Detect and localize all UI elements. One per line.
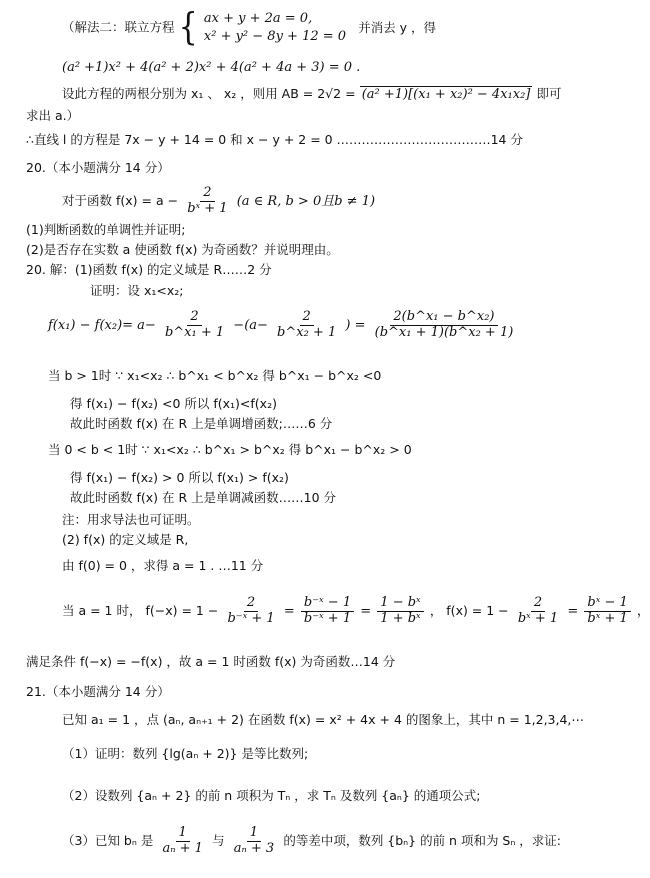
solution-start: 20. 解：(1)函数 f(x) 的定义域是 R……2 分 (26, 262, 272, 277)
line-roots: 设此方程的两根分别为 x₁ 、 x₂ ，则用 AB = 2√2 = (a² +1)[(x₁ + x₂)² − 4x₁x₂] 即可 (62, 86, 562, 102)
line-quadratic: (a² +1)x² + 4(a² + 2)x² + 4(a² + 4a + 3) = 0 . (62, 60, 361, 75)
problem-21-given: 已知 a₁ = 1 ，点 (aₙ, aₙ₊₁ + 2) 在函数 f(x) = x² + 4x + 4 的图象上，其中 n = 1,2,3,4,⋯ (62, 712, 584, 727)
brace: { (178, 5, 198, 50)
case-b-gt-1: 当 b > 1时 ∵ x₁<x₂ ∴ b^x₁ < b^x₂ 得 b^x₁ − b^x₂ <0 (48, 368, 382, 383)
question-2: (2)是否存在实数 a 使函数 f(x) 为奇函数？并说明理由。 (26, 242, 339, 257)
case1-result: 得 f(x₁) − f(x₂) <0 所以 f(x₁)<f(x₂) (70, 396, 277, 411)
problem-21-q2: （2）设数列 {aₙ + 2} 的前 n 项积为 Tₙ ，求 Tₙ 及数列 {aₙ} 的通项公式; (62, 788, 481, 803)
problem-20-title: 20.（本小题满分 14 分） (26, 160, 170, 175)
fraction: $\frac{2}{\text{bˣ + 1}}$ (187, 185, 228, 216)
line-solve-a: 求出 a.） (26, 108, 80, 123)
case2-result: 得 f(x₁) − f(x₂) > 0 所以 f(x₁) > f(x₂) (70, 470, 289, 485)
part2-domain: (2) f(x) 的定义域是 R, (62, 532, 189, 547)
odd-conclusion: 满足条件 f(−x) = −f(x) ，故 a = 1 时函数 f(x) 为奇函数…14 分 (26, 654, 396, 669)
line-function-def: 对于函数 f(x) = a − $\frac{2}{\text{bˣ + 1}}$ (a ∈ R, b > 0且b ≠ 1) (62, 185, 376, 216)
problem-21-title: 21.（本小题满分 14 分） (26, 684, 170, 699)
case2-conclusion: 故此时函数 f(x) 在 R 上是单调减函数……10 分 (70, 490, 337, 505)
text: （解法二：联立方程 (62, 19, 175, 35)
proof-setup: 证明：设 x₁<x₂; (90, 283, 184, 298)
equation-system: ax + y + 2a = 0, x² + y² − 8y + 12 = 0 (203, 11, 347, 45)
part2-solve: 由 f(0) = 0 ，求得 a = 1 . …11 分 (62, 558, 264, 573)
question-1: (1)判断函数的单调性并证明; (26, 222, 186, 237)
problem-21-q3: （3）已知 bₙ 是 $\frac{1}{\text{aₙ + 1}}$ 与 $\frac{1}{\text{aₙ + 3}}$ 的等差中项，数列 {bₙ} 的前 n 项和为 Sₙ ，求证: (62, 825, 562, 856)
case-b-lt-1: 当 0 < b < 1时 ∵ x₁<x₂ ∴ b^x₁ > b^x₂ 得 b^x₁ − b^x₂ > 0 (48, 442, 412, 457)
case1-conclusion: 故此时函数 f(x) 在 R 上是单调增函数;……6 分 (70, 416, 333, 431)
odd-check: 当 a = 1 时， f(−x) = 1 − $\frac{2}{\text{b⁻ˣ + 1}}$ = $\frac{\text{b⁻ˣ − 1}}{\text{b⁻ˣ + 1}}$ = $\frac{\text{1 − bˣ}}{\text{1 + bˣ}}$ ， f(x) = 1 − $\frac{2}{\text{bˣ + 1}}$ = $\frac{\text{bˣ − 1}}{\text{bˣ + 1}}$ ， (62, 595, 650, 626)
note: 注：用求导法也可证明。 (62, 512, 200, 527)
line-conclusion: ∴直线 l 的方程是 7x − y + 14 = 0 和 x − y + 2 = 0 .………………………………14 分 (26, 132, 523, 147)
line-system: （解法二：联立方程 { ax + y + 2a = 0, x² + y² − 8y + 12 = 0 并消去 y ，得 (62, 5, 437, 50)
problem-21-q1: （1）证明：数列 {lg(aₙ + 2)} 是等比数列; (62, 746, 309, 761)
difference-equation: f(x₁) − f(x₂)= a− $\frac{2}{\text{b\textasciicircum{}x₁ + 1}}$ −(a− $\frac{2}{\text{b\textasciicircum{}x₂ + 1}}$ ) = $\frac{\text{2(b\textasciicircum{}x₁ − b\textasciicircum{}x₂)}}{\text{(b\textasciicircum{}x₁ + 1)(b\textasciicircum{}x₂ + 1)}}$ (48, 309, 514, 340)
